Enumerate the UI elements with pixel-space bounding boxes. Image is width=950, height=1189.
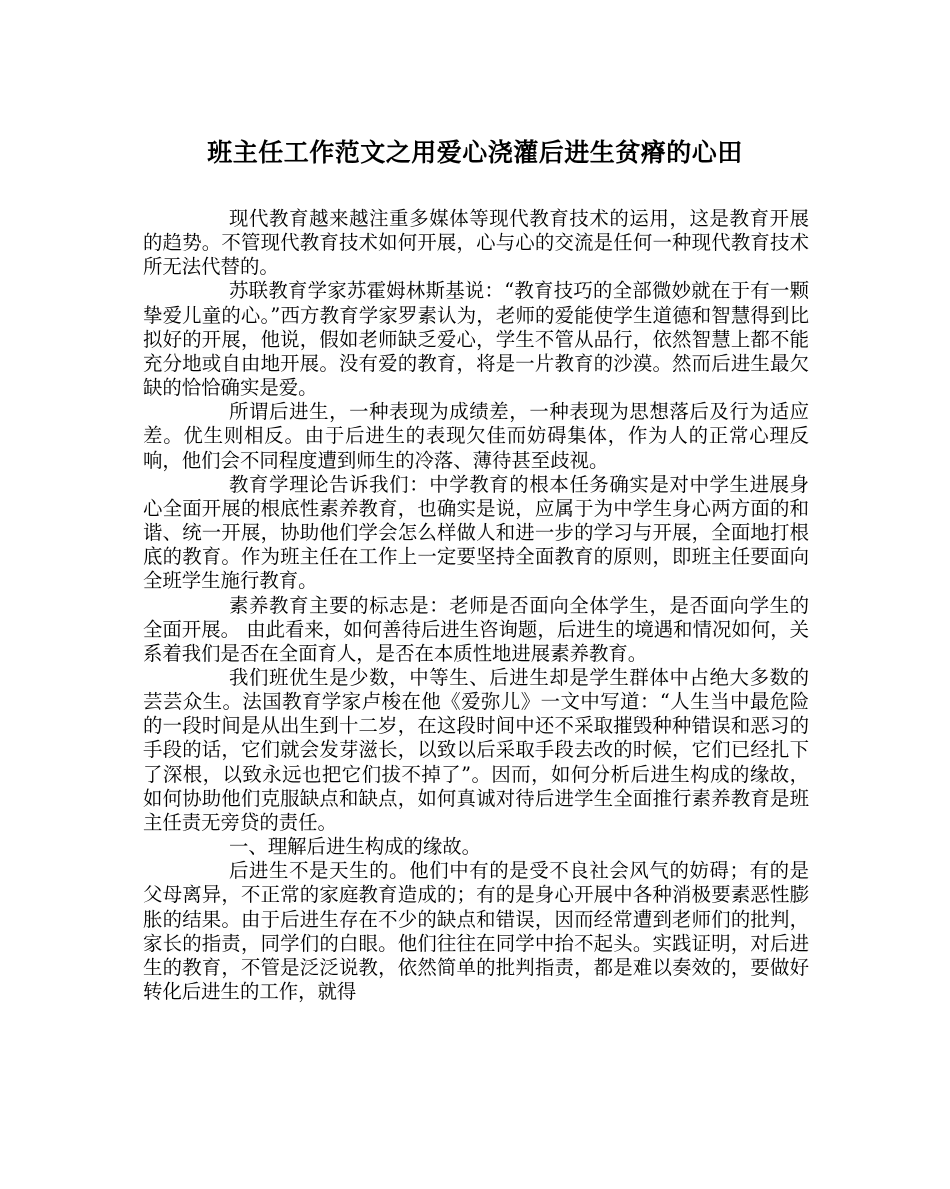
document-body <box>143 207 809 1004</box>
document-title: 班主任工作范文之用爱心浇灌后进生贫瘠的心田 <box>207 138 743 167</box>
paragraph: 后进生不是天生的。他们中有的是受不良社会风气的妨碍；有的是父母离异，不正常的家庭教育造成的；有的是身心开展中各种消极要素恶性膨胀的结果。由于后进生存在不少的缺点和错误，因而经常遭到老师们的批判，家长的指责，同学们的白眼。他们往往在同学中抬不起头。实践证明，对后进生的教育，不管是泛泛说教，依然简单的批判指责，都是难以奏效的，要做好转化后进生的工作，就得 <box>143 859 809 1003</box>
section-heading: 一、理解后进生构成的缘故。 <box>229 835 482 859</box>
paragraph: 所谓后进生，一种表现为成绩差，一种表现为思想落后及行为适应差。优生则相反。由于后进生的表现欠佳而妨碍集体，作为人的正常心理反响，他们会不同程度遭到师生的冷落、薄待甚至歧视。 <box>143 400 809 472</box>
paragraph: 素养教育主要的标志是：老师是否面向全体学生，是否面向学生的全面开展。 由此看来，如何善待后进生咨询题，后进生的境遇和情况如何，关系着我们是否在全面育人，是否在本质性地进展素养教育。 <box>143 593 809 665</box>
paragraph: 苏联教育学家苏霍姆林斯基说：“教育技巧的全部微妙就在于有一颗挚爱儿童的心。”西方教育学家罗素认为，老师的爱能使学生道德和智慧得到比拟好的开展，他说，假如老师缺乏爱心，学生不管从品行，依然智慧上都不能充分地或自由地开展。没有爱的教育，将是一片教育的沙漠。然而后进生最欠缺的恰恰确实是爱。 <box>143 279 809 400</box>
paragraph: 教育学理论告诉我们：中学教育的根本任务确实是对中学生进展身心全面开展的根底性素养教育，也确实是说，应属于为中学生身心两方面的和谐、统一开展，协助他们学会怎么样做人和进一步的学习与开展，全面地打根底的教育。作为班主任在工作上一定要坚持全面教育的原则，即班主任要面向全班学生施行教育。 <box>143 472 809 593</box>
paragraph: 我们班优生是少数，中等生、后进生却是学生群体中占绝大多数的芸芸众生。法国教育学家卢梭在他《爱弥儿》一文中写道：“人生当中最危险的一段时间是从出生到十二岁，在这段时间中还不采取摧毁种种错误和恶习的手段的话，它们就会发芽滋长，以致以后采取手段去改的时候，它们已经扎下了深根，以致永远也把它们拔不掉了”。因而，如何分析后进生构成的缘故，如何协助他们克服缺点和缺点，如何真诚对待后进学生全面推行素养教育是班主任责无旁贷的责任。 <box>143 665 809 834</box>
paragraph: 现代教育越来越注重多媒体等现代教育技术的运用，这是教育开展的趋势。不管现代教育技术如何开展，心与心的交流是任何一种现代教育技术所无法代替的。 <box>143 207 809 279</box>
